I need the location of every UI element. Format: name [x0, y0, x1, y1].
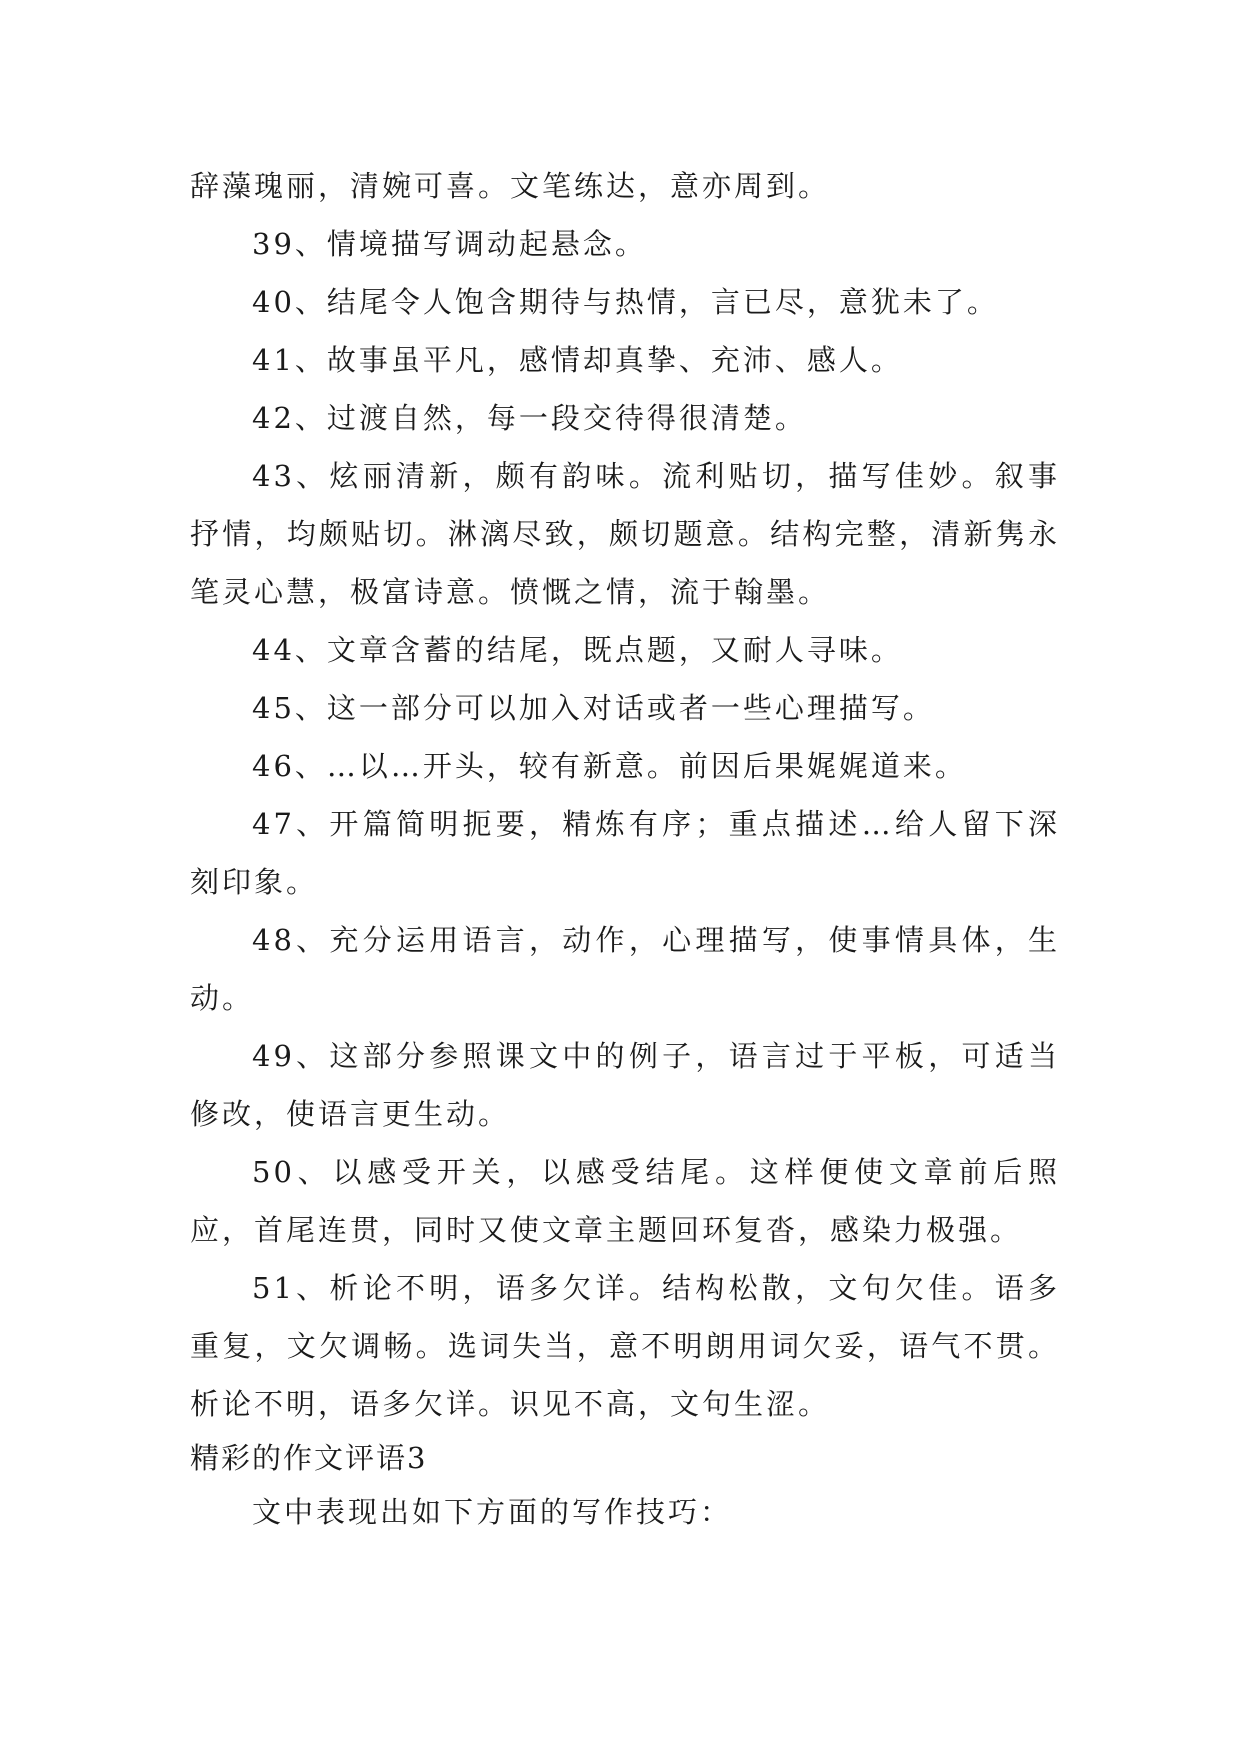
section-intro: 文中表现出如下方面的写作技巧：	[252, 1495, 733, 1529]
comment-item-41: 41、故事虽平凡，感情却真挚、充沛、感人。	[252, 343, 903, 377]
comment-item-45: 45、这一部分可以加入对话或者一些心理描写。	[252, 691, 935, 725]
document-body	[190, 157, 1060, 1541]
comment-item-42: 42、过渡自然，每一段交待得很清楚。	[252, 401, 807, 435]
paragraph-continuation: 辞藻瑰丽，清婉可喜。文笔练达，意亦周到。	[190, 169, 831, 203]
comment-item-49: 49、这部分参照课文中的例子，语言过于平板，可适当修改，使语言更生动。	[190, 1039, 1060, 1131]
comment-item-51: 51、析论不明，语多欠详。结构松散，文句欠佳。语多重复，文欠调畅。选词失当，意不明朗用词欠妥，语气不贯。析论不明，语多欠详。识见不高，文句生涩。	[190, 1271, 1060, 1421]
comment-item-43: 43、炫丽清新，颇有韵味。流利贴切，描写佳妙。叙事抒情，均颇贴切。淋漓尽致，颇切题意。结构完整，清新隽永笔灵心慧，极富诗意。愤慨之情，流于翰墨。	[190, 459, 1060, 609]
comment-item-44: 44、文章含蓄的结尾，既点题，又耐人寻味。	[252, 633, 903, 667]
comment-item-48: 48、充分运用语言，动作，心理描写，使事情具体，生动。	[190, 923, 1060, 1015]
comment-item-40: 40、结尾令人饱含期待与热情，言已尽，意犹未了。	[252, 285, 999, 319]
comment-item-39: 39、情境描写调动起悬念。	[252, 227, 647, 261]
comment-item-50: 50、以感受开关，以感受结尾。这样便使文章前后照应，首尾连贯，同时又使文章主题回环复沓，感染力极强。	[190, 1155, 1060, 1247]
section-heading: 精彩的作文评语3	[190, 1441, 428, 1475]
comment-item-46: 46、…以…开头，较有新意。前因后果娓娓道来。	[252, 749, 967, 783]
comment-item-47: 47、开篇简明扼要，精炼有序；重点描述…给人留下深刻印象。	[190, 807, 1060, 899]
